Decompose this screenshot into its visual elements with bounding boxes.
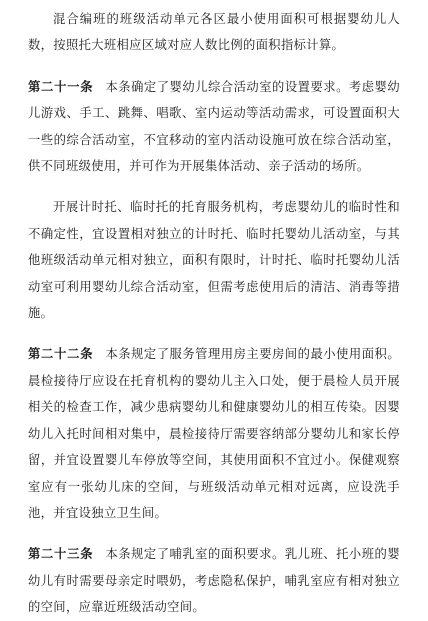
paragraph-text: 本条规定了服务管理用房主要房间的最小使用面积。晨检接待厅应设在托育机构的婴幼儿主入口处，便于晨检人员开展相关的检查工作，减少患病婴幼儿和健康婴幼儿的相互传染。因婴幼儿入托时间相对集中，晨检接待厅需要容纳部分婴幼儿和家长停留，并宜设置婴儿车停放等空间，其使用面积不宜过小。保健观察室应有一张幼儿床的空间，与班级活动单元相对远离，应设洗手池，并宜设独立卫生间。 — [28, 347, 400, 520]
paragraph-text: 本条确定了婴幼儿综合活动室的设置要求。考虑婴幼儿游戏、手工、跳舞、唱歌、室内运动等活动需求，可设置面积大一些的综合活动室，不宜移动的室内活动设施可放在综合活动室，供不同班级使用，并可作为开展集体活动、亲子活动的场所。 — [28, 79, 400, 174]
paragraph-mixed-class-area — [28, 6, 400, 59]
paragraph-text: 本条规定了哺乳室的面积要求。乳儿班、托小班的婴幼儿有时需要母亲定时喂奶，考虑隐私保护，哺乳室应有相对独立的空间，应靠近班级活动空间。 — [28, 547, 400, 615]
paragraph-text: 开展计时托、临时托的托育服务机构，考虑婴幼儿的临时性和不确定性，宜设置相对独立的计时托、临时托婴幼儿活动室，与其他班级活动单元相对独立，面积有限时，计时托、临时托婴幼儿活动室可利用婴幼儿综合活动室，但需考虑使用后的清洁、消毒等措施。 — [28, 200, 400, 321]
paragraph-article-21 — [28, 74, 400, 180]
paragraph-article-22 — [28, 341, 400, 526]
paragraph-hourly-care — [28, 194, 400, 326]
article-number: 第二十一条 — [28, 78, 94, 94]
article-number: 第二十二条 — [28, 346, 94, 362]
paragraph-text: 混合编班的班级活动单元各区最小使用面积可根据婴幼儿人数，按照托大班相应区域对应人数比例的面积指标计算。 — [28, 12, 400, 53]
paragraph-article-23 — [28, 541, 400, 620]
article-number: 第二十三条 — [28, 546, 94, 562]
